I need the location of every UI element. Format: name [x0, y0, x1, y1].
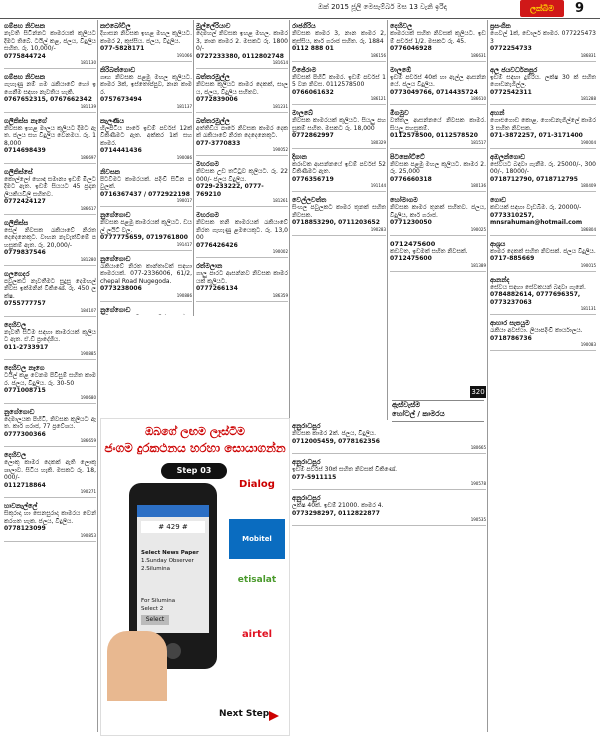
ad-heading: ගම්පහ නිවසක	[4, 73, 46, 81]
ad-heading: නුගේගොඩ	[100, 254, 131, 263]
ad-phone: 0773049766, 0714435724	[390, 88, 478, 96]
ad-id: 190853	[80, 532, 96, 538]
ad-heading: කළුබෝවිල	[100, 22, 131, 30]
ad-phone: 011-2733917	[4, 343, 49, 351]
section-sublabel: හෝටල් / කාමරය	[392, 410, 445, 418]
ad-heading: මාලබේ	[292, 109, 313, 117]
classified-ad	[490, 22, 596, 62]
classifieds-column-2	[100, 22, 192, 315]
ad-phone: 0772862997	[292, 132, 334, 139]
ad-body: පිටවීමට කාමරයක්. පදිංචි සිටින පවුලක්.	[100, 175, 192, 190]
ad-phone: 0775844724	[4, 52, 46, 60]
classified-ad	[100, 255, 192, 302]
ad-phone: 0729-233222, 0777-769210	[196, 183, 264, 198]
ad-body: සිංහල පවුලකට කාමර තුනක් සහිත නිවසක.	[292, 204, 386, 219]
ad-id: 190680	[80, 394, 96, 400]
ad-phone: 0112718864	[4, 481, 46, 489]
ad-phone: 0772839006	[196, 96, 238, 103]
classified-ad	[100, 306, 192, 316]
ad-heading: 0712475600	[390, 239, 436, 248]
classified-ad	[490, 319, 596, 351]
ad-heading: ගම්පහ නිවසක	[4, 22, 46, 30]
classified-ad	[490, 240, 596, 272]
operator-logos	[229, 479, 285, 669]
ad-heading: මහරගම	[196, 160, 220, 168]
classified-ad	[4, 22, 96, 69]
ad-phone: 077-3770833	[196, 139, 241, 147]
etisalat-logo: etisalat	[237, 575, 277, 585]
ad-body: නිවසක පළමු කාමරයක් කුලියට. ඩයල් ලයිට් වල.	[100, 219, 192, 234]
ad-id: 181137	[176, 103, 192, 109]
classified-ad	[490, 196, 596, 236]
ad-id: 184107	[80, 307, 96, 313]
classified-ad	[4, 408, 96, 448]
ad-heading: හාවනැල්ලේ	[4, 502, 38, 510]
ad-id: 191417	[176, 241, 192, 247]
ad-phone: 0767652315, 0767662342	[4, 96, 92, 103]
ad-body: කොල්ලෝ හොඳ සමාන්‍ය ඉඩම් මිලට දීමට ඇත. ඉඩම් සියයට 45 ප්‍රදාන ලියකියවිලි සහිතව.	[4, 175, 96, 198]
ad-id: 190015	[580, 262, 596, 268]
ad-id: 181614	[272, 60, 288, 65]
ad-phone: 0773298297, 0112822877	[292, 509, 380, 517]
classified-ad	[100, 22, 192, 62]
section-banner	[392, 400, 484, 422]
classifieds-column-lower	[292, 422, 486, 734]
column-divider	[387, 20, 388, 420]
classified-ad	[390, 196, 486, 236]
classifieds-column-6	[490, 22, 596, 734]
advert-subtitle: ජංගම දුරකථනය හරහා සොයාගන්න	[104, 441, 286, 455]
column-divider	[97, 20, 98, 732]
ad-heading: හෝමාගම	[390, 196, 418, 204]
ad-body: නිවසක උඩ තට්ටුව කුලියට. රු. 22000/- ජලය විදුලිය.	[196, 168, 288, 183]
ad-heading: දෙහිවල නැගෙ	[4, 364, 45, 372]
classified-ad	[196, 73, 288, 113]
ad-body: නිවසක කාමරයක් කුලියට. සියලු පහසුකම් සහිත. මසකට රු. 18,000	[292, 117, 386, 132]
ad-id: 181131	[580, 306, 596, 311]
ad-body: කඩවත, ඉඩමක් සහිත නිවසක්.	[390, 247, 468, 255]
classified-ad	[4, 117, 96, 164]
classified-ad	[100, 168, 192, 208]
ad-id: 190017	[176, 198, 192, 203]
ad-phone: 0755777757	[4, 300, 46, 307]
ad-id: 190083	[580, 342, 596, 347]
mobitel-logo: Mobitel	[229, 519, 285, 559]
classifieds-column-1	[4, 22, 96, 734]
classified-ad	[4, 321, 96, 361]
classifieds-column-4	[292, 22, 386, 418]
ad-id: 186156	[370, 52, 386, 58]
ad-heading: වෙල්ලවත්ත	[292, 196, 327, 204]
ad-id: 190086	[176, 154, 192, 160]
classified-ad	[490, 153, 596, 193]
ad-heading: අල ජයවර්ධනපුර	[490, 65, 538, 74]
ad-phone: 071-3872257, 071-3171400	[490, 132, 583, 139]
classified-ad	[490, 276, 596, 316]
ad-body: හිලපිටිය පාරේ ඉඩම් පර්චස් 12ක් විකිණීමට ඇත. අක්කර 1ක් සහ කාමර.	[100, 124, 192, 147]
classified-ad	[4, 451, 96, 498]
ad-id: 186359	[272, 292, 288, 298]
classified-ad	[4, 270, 96, 317]
ad-phone: 0773310257, mnsrahuman@hotmail.com	[490, 211, 583, 226]
ad-phone: 0712475600	[390, 255, 432, 262]
classified-ad	[100, 117, 192, 164]
ad-heading: ආශ්‍රය	[490, 239, 506, 248]
classifieds-column-3	[196, 22, 288, 315]
ad-body: ඉඩම් පර්චස් 40ක් හා ඇල්ල ආසන්නයේ. ජලය විදුලිය.	[390, 73, 486, 88]
ad-body: නැවති සිටින්නට කාමරයක් කුලියට දීමට තිබේ. ටයිල් කළ, ජලය, විදුලිය සහිත. රු. 10,000/-	[4, 30, 96, 52]
section-label: ඇස්වැස්ම	[392, 401, 421, 409]
dialog-logo: Dialog	[239, 479, 275, 490]
ad-body: නිවසක කුලියට කාමර දෙකක්, සාලය, ජලය, විදුලිය සහිතව.	[196, 81, 288, 96]
classified-ad	[292, 458, 486, 490]
ad-id: 190535	[470, 517, 486, 522]
ad-heading: දෙහිවල	[4, 451, 27, 459]
classified-ad	[292, 196, 386, 236]
ad-id: 190578	[470, 481, 486, 486]
ad-id: 190002	[272, 249, 288, 254]
ad-id: 181389	[470, 262, 486, 268]
ad-phone: 0784882614, 0777696357, 0773237063	[490, 291, 581, 306]
ad-heading: ආනන්ද	[490, 275, 510, 284]
classified-ad	[196, 160, 288, 207]
ad-heading: ගලිකිස්ස	[4, 218, 29, 227]
classified-ad	[490, 66, 596, 106]
classified-ad	[196, 262, 288, 302]
ad-body: සේවය සඳහා සේවකයන් බඳවා ගැනේ.	[490, 283, 586, 291]
ad-phone: 0777775659, 0719761800	[100, 234, 188, 241]
ad-heading: දෙහිවල	[390, 22, 413, 30]
classified-ad	[4, 73, 96, 113]
ad-id: 181261	[272, 198, 288, 203]
ad-body: දෙමහල් නිවසක ඉහළ මහල. කාමර 3, නාන කාමර 2. මසකට රු. 18000/-	[196, 30, 288, 52]
ad-body: වත්තල ආසන්නයේ නිවසක කාමර. සියලු පහසුකම්.	[390, 117, 486, 132]
classified-ad	[196, 211, 288, 258]
ad-body: කාමරයක් සහිත නිවසක් කුලියට. ඉඩම් පර්චස් 1/2. මසකට රු. 45.	[390, 30, 486, 45]
ad-phone: 0718712790, 0718712795	[490, 175, 578, 183]
ad-heading: මාලඹේ	[390, 65, 412, 74]
ad-heading: පිටකෝට්ටේ	[390, 152, 425, 161]
classified-ad	[4, 219, 96, 266]
phone-screen	[137, 505, 209, 633]
ad-id: 186804	[580, 226, 596, 232]
ad-phone: 0771008715	[4, 387, 46, 394]
column-divider	[487, 20, 488, 732]
ad-body: කරාවක ආසන්නයේ ඉඩම් පර්චස් 52 විකිණීමට ඇත.	[292, 160, 386, 175]
ad-body: දෙමාලයක පිහිටි, නිවසක කුලියට ඇත. කාර් ගරාජ, 77 ප්‍රවේශය.	[4, 415, 96, 430]
ad-id: 181130	[80, 60, 96, 65]
ad-heading: රාජගිරිය	[292, 22, 316, 30]
ad-phone: 0772424127	[4, 198, 46, 205]
ad-id: 181517	[470, 139, 486, 145]
ad-heading: අහන්	[490, 109, 505, 117]
ad-body: සිකුරාදා හා සෙනසුරාදා කාමරය වෙන් කරගත හැක. ජලය, විදුලිය.	[4, 510, 96, 525]
classified-ad	[390, 240, 486, 272]
ad-phone: 0779837546	[4, 249, 46, 256]
next-step-label: Next Step	[219, 709, 270, 719]
classified-ad	[390, 109, 486, 149]
select-value: Select 2	[141, 606, 164, 612]
ad-heading: කිරිබත්ගොඩ	[100, 65, 136, 74]
ad-id: 190886	[176, 292, 192, 298]
ad-id: 181139	[80, 103, 96, 109]
arrow-right-icon	[269, 711, 279, 721]
newspaper-logo: ලක්බිම	[520, 0, 564, 17]
ad-body: ලක්ෂ 40ක්. ඉඩම් 21000. කාමර 4.	[292, 502, 384, 509]
select-button: Select	[141, 615, 169, 625]
ad-heading: දෙහිවල	[4, 320, 27, 329]
ad-body: නිවසක කාමර තුනක් සහිතව. ජලය, විදුලිය, කාර් ගරාජ.	[390, 204, 486, 219]
ad-phone: 0717-885669	[490, 255, 535, 262]
ad-phone: 0776426426	[196, 241, 238, 249]
ad-phone: 0727233380, 0112802748	[196, 52, 284, 60]
menu-title: Select News Paper	[141, 550, 199, 556]
ad-id: 186697	[80, 154, 96, 160]
ad-heading: ගලගෙදර	[4, 269, 30, 278]
ad-id: 190271	[80, 489, 96, 494]
ad-phone: 0757673494	[100, 96, 142, 103]
advert-title: ඔබගේ ලඟම ලෑස්ටිම	[145, 425, 245, 438]
ad-heading: මීගමුව	[390, 109, 409, 117]
classified-ad	[490, 109, 596, 149]
ad-id: 186631	[470, 52, 486, 58]
ad-body: රැකියාවේ නිරත කාන්තාවක් සඳහා කාමරයක්. 077-2336006, 61/2, chepal Road Nugegoda.	[100, 262, 192, 285]
ad-body: ගාලු පාරට ආසන්නව නිවසක කාමරයක් කුලියට.	[196, 270, 288, 285]
ad-heading: මහරගම	[196, 211, 220, 219]
screen-select	[141, 597, 205, 613]
ad-id: 186659	[80, 438, 96, 443]
ad-heading: මුල්ලේරියාව	[196, 22, 231, 30]
ad-body: නිවසක තනි කාමරයක් රැකියාවේ නිරත ගැහැණු ළමයෙකුට. රු. 13,000	[196, 219, 288, 241]
classified-ad	[390, 22, 486, 62]
ad-body: ගෘහ නිවසක පළමු මහල කුලියට. කාමර 3ක්, ඉස්තෝප්පුව, නාන කාමර.	[100, 73, 192, 96]
classified-ad	[292, 109, 386, 149]
ad-id: 181288	[580, 96, 596, 101]
ad-heading: ගලිකිස්සේ	[4, 167, 33, 176]
classified-ad	[100, 211, 192, 251]
ad-id: 181280	[80, 256, 96, 262]
classified-ad	[196, 22, 288, 69]
ad-heading: විජේරාම	[292, 65, 317, 74]
ad-heading: අඹලන්ගොඩ	[490, 152, 526, 161]
ad-body: නිවසක කාමර 3, නාන කාමර 2, කුස්සිය, කාර් ගරාජ සහිත. රු. 1884	[292, 30, 386, 45]
ad-body: කඩයක් සඳහා වැඩබිම. රු. 20000/-	[490, 204, 582, 211]
ad-phone: 0776356719	[292, 175, 334, 183]
ad-heading: ප්‍රසංගික	[490, 22, 511, 30]
ad-phone: 0777266134	[196, 285, 238, 292]
ad-body: නිවසක ඉහළ මාලය කුලියට දීමට ඇත. ජලය සහ විදුලිය වෙනමය. රු. 18,000	[4, 124, 96, 147]
ad-heading: ආහාර සැපයුම	[490, 319, 530, 327]
ad-phone: 077-5828171	[100, 45, 145, 52]
ad-heading: අනුරාධපුර	[292, 458, 321, 466]
ad-heading: නුගේගොඩ	[100, 305, 131, 314]
ad-body: පවුලකට නැවතීමට සුදුසු දෙමහල් නිවස ඉක්මනින් විකිණේ. රු. 450 ලක්ෂ.	[4, 277, 96, 300]
mobile-advert	[100, 418, 290, 736]
ad-phone: 0773238006	[100, 285, 142, 292]
ad-phone: 0712005459, 0778162356	[292, 437, 380, 445]
ad-body: සෙල් නිවසක රැකියාවේ නිරත දෙදෙනෙකුට. වාහන නැවැත්වීමේ පහසුකම් ඇත. රු. 20,000/-	[4, 226, 96, 249]
ad-id: 190004	[580, 139, 596, 145]
ad-heading: දිගාන	[292, 152, 307, 161]
ad-body: අත්තිඩිය පාරේ නිවසක කාමර දෙකක් රැකියාවේ නිරත දෙදෙනෙකුට.	[196, 124, 288, 139]
ad-phone: 0777300366	[4, 430, 46, 438]
ad-phone: 0716367437 / 0772922198	[100, 190, 190, 198]
ad-body: සේවයට බඳවා ගැනීම. රු. 25000/-, 30000/-, 18000/-	[490, 160, 596, 175]
ad-body: ගොළුගොඩ කොළ. ගොඩනැගිල්ලේ කාමර 3 සහිත නිවසක.	[490, 117, 596, 132]
classified-ad	[4, 168, 96, 215]
home-button-icon	[165, 643, 181, 659]
ad-phone: 0778123099	[4, 525, 46, 532]
ad-body: ගෙවල් 1ක්, ඩොලර් කාමර. 0772254733	[490, 30, 596, 45]
ad-id: 186831	[580, 52, 596, 58]
ad-id: 186121	[370, 96, 386, 101]
classified-ad	[292, 422, 486, 454]
ad-phone: 0766061632	[292, 88, 334, 96]
ad-heading: නුගේගොඩ	[4, 407, 35, 416]
ad-heading: නුගේගොඩ	[100, 211, 131, 219]
screen-menu	[141, 549, 205, 573]
ad-heading: නිවසක	[100, 167, 120, 176]
ad-phone: 0772254733	[490, 45, 532, 52]
ad-body: ගැහැණු නම් ගම රැකියාවේ හෝ ඉගෙනීම සඳහා නැවතිය හැකි.	[4, 81, 96, 96]
ad-id: 190052	[272, 147, 288, 152]
ad-id: 190885	[80, 351, 96, 356]
ad-phone: 0714698439	[4, 147, 46, 154]
ad-heading: බත්තරමුල්ල	[196, 73, 230, 81]
hand-image	[107, 631, 167, 701]
classified-ad	[292, 153, 386, 193]
ad-id: 186610	[470, 96, 486, 101]
ad-phone: 0776046928	[390, 45, 432, 52]
ad-body: දිගාසන නිවසක ඉහළ මහල කුලියට. කාමර 2, කුස්සිය. ජලය, විදුලිය.	[100, 30, 192, 45]
ad-body: ඉඩම් පර්චස් 30ක් සහිත නිවසක් විකිණේ.	[292, 466, 398, 473]
ad-body: නැවතී සිටීම සඳහා කාමරයක් කුලියට ඇත. ඒ.ඩී ප්‍රාදේශීය.	[4, 328, 96, 343]
classified-ad	[390, 66, 486, 106]
classified-ad	[292, 22, 386, 62]
ad-count-badge: 320	[471, 388, 485, 396]
ad-heading: ගලිකිස්ස නැගේ	[4, 116, 47, 125]
ad-body: ටයිල් කළ වෙනම පිවිසුම් සහිත කාමර. ජලය, විදුලිය. රු. 30-50	[4, 372, 96, 387]
ad-id: 186617	[80, 205, 96, 211]
ad-body: නිවසක් පිහිටි කාමර. ඉඩම් පර්චස් 15 වන නිවස. 0112578500	[292, 73, 386, 88]
step-badge: Step 03	[161, 463, 227, 479]
ad-id: 190283	[370, 226, 386, 232]
page-number: 9	[575, 1, 585, 16]
menu-item: 1.Sunday Observer	[141, 558, 194, 564]
classified-ad	[390, 153, 486, 193]
ad-id: 181231	[272, 103, 288, 109]
header-date: ඔක් 2015 ජූලි මෙසැම්බර් මස 13 වැනි ඉරිදා	[318, 3, 447, 11]
ad-heading: රත්මලාන	[196, 262, 223, 270]
ad-phone: 0772542311	[490, 88, 532, 96]
classified-ad	[292, 66, 386, 106]
page-header	[0, 0, 600, 19]
ad-id: 180665	[470, 445, 486, 450]
ad-body: රැකියා අවස්ථා. ලියාපදිංචි කාර්යාලය.	[490, 327, 583, 334]
ad-heading: අනුරාධපුර	[292, 494, 321, 502]
ad-phone: 0718786736	[490, 334, 532, 342]
ad-phone: 077-5911115	[292, 473, 337, 481]
column-divider	[193, 20, 194, 316]
classifieds-column-5	[390, 22, 486, 418]
select-label: For Silumina	[141, 598, 176, 604]
ad-phone: 0112578500, 0112578520	[390, 132, 478, 139]
ad-phone: 0771230050	[390, 219, 432, 226]
ad-phone: 0714441436	[100, 147, 142, 154]
ad-heading: බත්තරමුල්ල	[196, 116, 230, 125]
ad-body: නිවසක පළමු මහල කුලියට. කාමර 2. රු. 25,000	[390, 160, 486, 175]
airtel-logo: airtel	[241, 629, 273, 640]
ad-id: 191066	[176, 52, 192, 58]
ad-id: 191144	[370, 183, 386, 188]
ad-phone: 0112 888 01	[292, 45, 334, 52]
ad-phone: 0718853290, 0711203652	[292, 219, 380, 226]
classified-ad	[4, 364, 96, 404]
ad-id: 180409	[580, 183, 596, 188]
ad-body: ලොකු කාමර දෙකක් ඇති ලොකු ශාලාව. සිටිය හැකි. මසකට රු. 18,000/-	[4, 459, 96, 481]
ad-body: ඉඩම් සඳහා දුම්රිය. ලක්ෂ 30 ක් සහිත ගොඩනැගිල්ල.	[490, 73, 596, 88]
ad-heading: අනුරාධපුර	[292, 422, 321, 430]
ad-id: 180329	[370, 139, 386, 145]
ad-body: නිවසක කාමර 2ක්. ජලය, විදුලිය.	[292, 430, 377, 437]
ad-id: 180136	[470, 183, 486, 188]
ad-phone: 0776660318	[390, 175, 432, 183]
ad-body	[100, 314, 192, 316]
classified-ad	[196, 117, 288, 157]
ad-heading: කැලණිය	[100, 116, 125, 125]
classified-ad	[4, 502, 96, 542]
classified-ad	[292, 494, 486, 526]
screen-status-bar	[137, 505, 209, 517]
ad-body: කාමර දෙකක් සහිත නිවසක්. ජලය විදුලිය.	[490, 247, 596, 255]
classified-ad	[100, 66, 192, 113]
dial-number: # 429 #	[141, 521, 205, 533]
ad-heading: ගොඩ	[490, 196, 507, 204]
ad-id: 190025	[470, 226, 486, 232]
menu-item: 2.Silumina	[141, 566, 171, 572]
